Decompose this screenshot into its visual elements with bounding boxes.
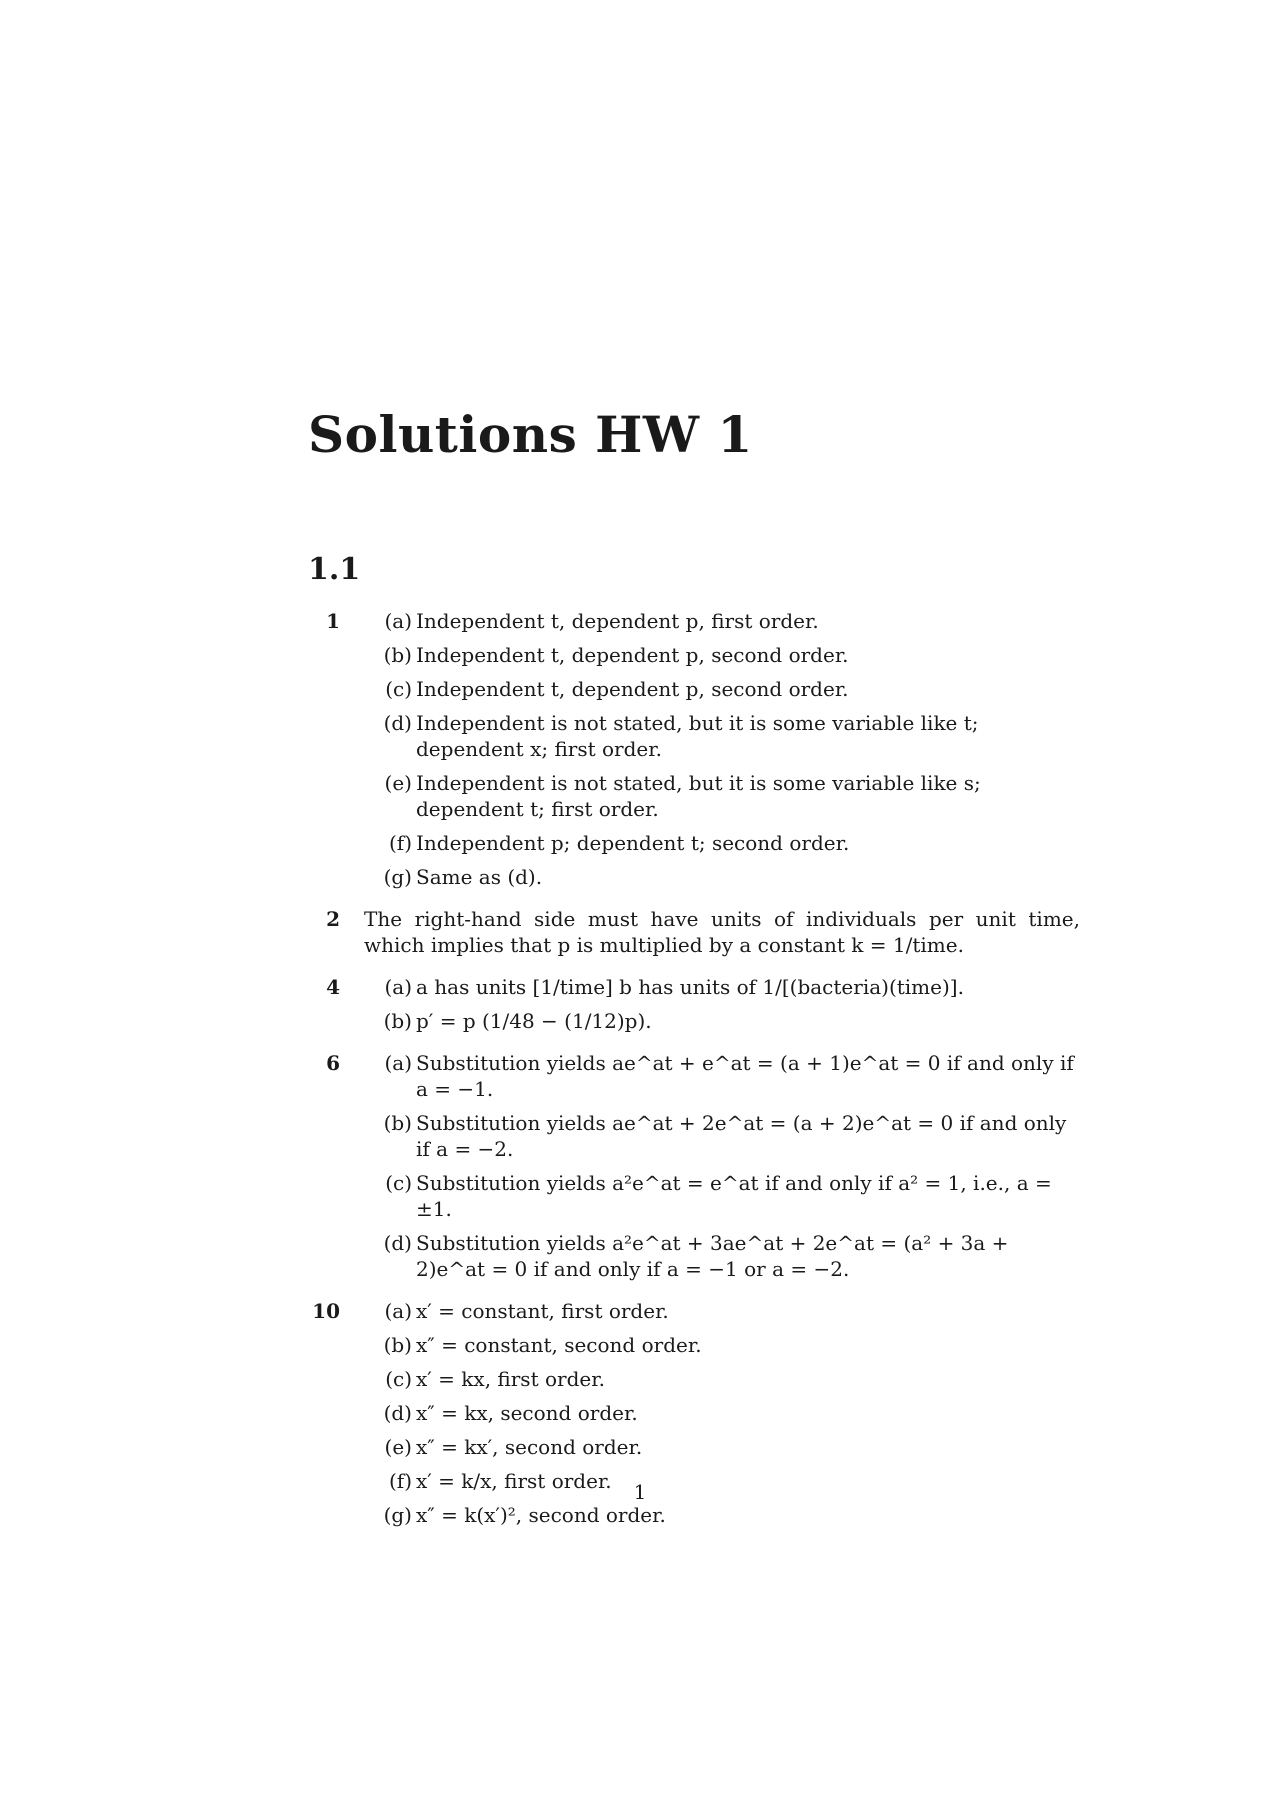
item-label: (e)	[384, 771, 412, 795]
list-item	[372, 1170, 1080, 1222]
problem-number: 4	[326, 975, 340, 999]
item-text: Independent is not stated, but it is some variable like t; dependent x; first order.	[416, 711, 979, 761]
item-label: (c)	[385, 1367, 412, 1391]
list-item	[372, 1298, 1080, 1324]
item-text: Substitution yields a²e^at = e^at if and only if a² = 1, i.e., a = ±1.	[416, 1171, 1052, 1221]
problem-number: 2	[326, 907, 340, 931]
item-label: (a)	[384, 975, 412, 999]
list-item	[372, 864, 1080, 890]
item-text: Same as (d).	[416, 865, 543, 889]
problem-number: 1	[326, 609, 340, 633]
list-item	[372, 1366, 1080, 1392]
item-label: (a)	[384, 609, 412, 633]
item-label: (b)	[383, 1333, 412, 1357]
problem-2	[308, 906, 1080, 958]
item-label: (b)	[383, 1111, 412, 1135]
item-label: (d)	[383, 1231, 412, 1255]
problem-1	[308, 608, 1080, 890]
list-item	[372, 1008, 1080, 1034]
list-item	[372, 676, 1080, 702]
problem-text: The right-hand side must have units of individuals per unit time, which implies that p is multiplied by a constant k = 1/time.	[364, 907, 1080, 957]
item-label: (d)	[383, 711, 412, 735]
item-text: Independent t, dependent p, second order.	[416, 643, 849, 667]
problem-4-items	[372, 974, 1080, 1034]
problem-4	[308, 974, 1080, 1034]
item-label: (f)	[388, 831, 412, 855]
list-item	[372, 974, 1080, 1000]
item-label: (g)	[383, 1503, 412, 1527]
item-text: Independent p; dependent t; second order.	[416, 831, 850, 855]
section-heading: 1.1	[308, 552, 361, 587]
item-text: x″ = constant, second order.	[416, 1333, 702, 1357]
list-item	[372, 1400, 1080, 1426]
item-text: Independent t, dependent p, first order.	[416, 609, 819, 633]
problem-number: 6	[326, 1051, 340, 1075]
problem-number: 10	[312, 1299, 340, 1323]
item-text: Substitution yields a²e^at + 3ae^at + 2e^at = (a² + 3a + 2)e^at = 0 if and only if a = −1 or a = −2.	[416, 1231, 1009, 1281]
list-item	[372, 710, 1080, 762]
list-item	[372, 1110, 1080, 1162]
item-label: (c)	[385, 677, 412, 701]
item-text: x″ = kx, second order.	[416, 1401, 638, 1425]
list-item	[372, 1050, 1080, 1102]
item-text: a has units [1/time] b has units of 1/[(bacteria)(time)].	[416, 975, 964, 999]
item-text: x′ = k/x, first order.	[416, 1469, 612, 1493]
list-item	[372, 1502, 1080, 1528]
problem-list	[308, 608, 1080, 1544]
item-text: Independent is not stated, but it is some variable like s; dependent t; first order.	[416, 771, 981, 821]
list-item	[372, 608, 1080, 634]
item-label: (d)	[383, 1401, 412, 1425]
item-label: (b)	[383, 643, 412, 667]
item-label: (a)	[384, 1299, 412, 1323]
item-label: (f)	[388, 1469, 412, 1493]
item-text: Independent t, dependent p, second order.	[416, 677, 849, 701]
item-text: p′ = p (1/48 − (1/12)p).	[416, 1009, 652, 1033]
item-text: x″ = kx′, second order.	[416, 1435, 643, 1459]
item-label: (a)	[384, 1051, 412, 1075]
list-item	[372, 642, 1080, 668]
problem-1-items	[372, 608, 1080, 890]
item-text: Substitution yields ae^at + e^at = (a + 1)e^at = 0 if and only if a = −1.	[416, 1051, 1074, 1101]
list-item	[372, 1230, 1080, 1282]
item-text: Substitution yields ae^at + 2e^at = (a + 2)e^at = 0 if and only if a = −2.	[416, 1111, 1067, 1161]
item-label: (c)	[385, 1171, 412, 1195]
problem-6-items	[372, 1050, 1080, 1282]
list-item	[372, 1434, 1080, 1460]
list-item	[372, 770, 1080, 822]
page-number: 1	[633, 1480, 647, 1504]
item-label: (e)	[384, 1435, 412, 1459]
item-label: (b)	[383, 1009, 412, 1033]
list-item	[372, 830, 1080, 856]
item-text: x″ = k(x′)², second order.	[416, 1503, 666, 1527]
page-title: Solutions HW 1	[308, 405, 753, 464]
item-text: x′ = kx, first order.	[416, 1367, 605, 1391]
list-item	[372, 1332, 1080, 1358]
item-label: (g)	[383, 865, 412, 889]
item-text: x′ = constant, first order.	[416, 1299, 669, 1323]
problem-6	[308, 1050, 1080, 1282]
